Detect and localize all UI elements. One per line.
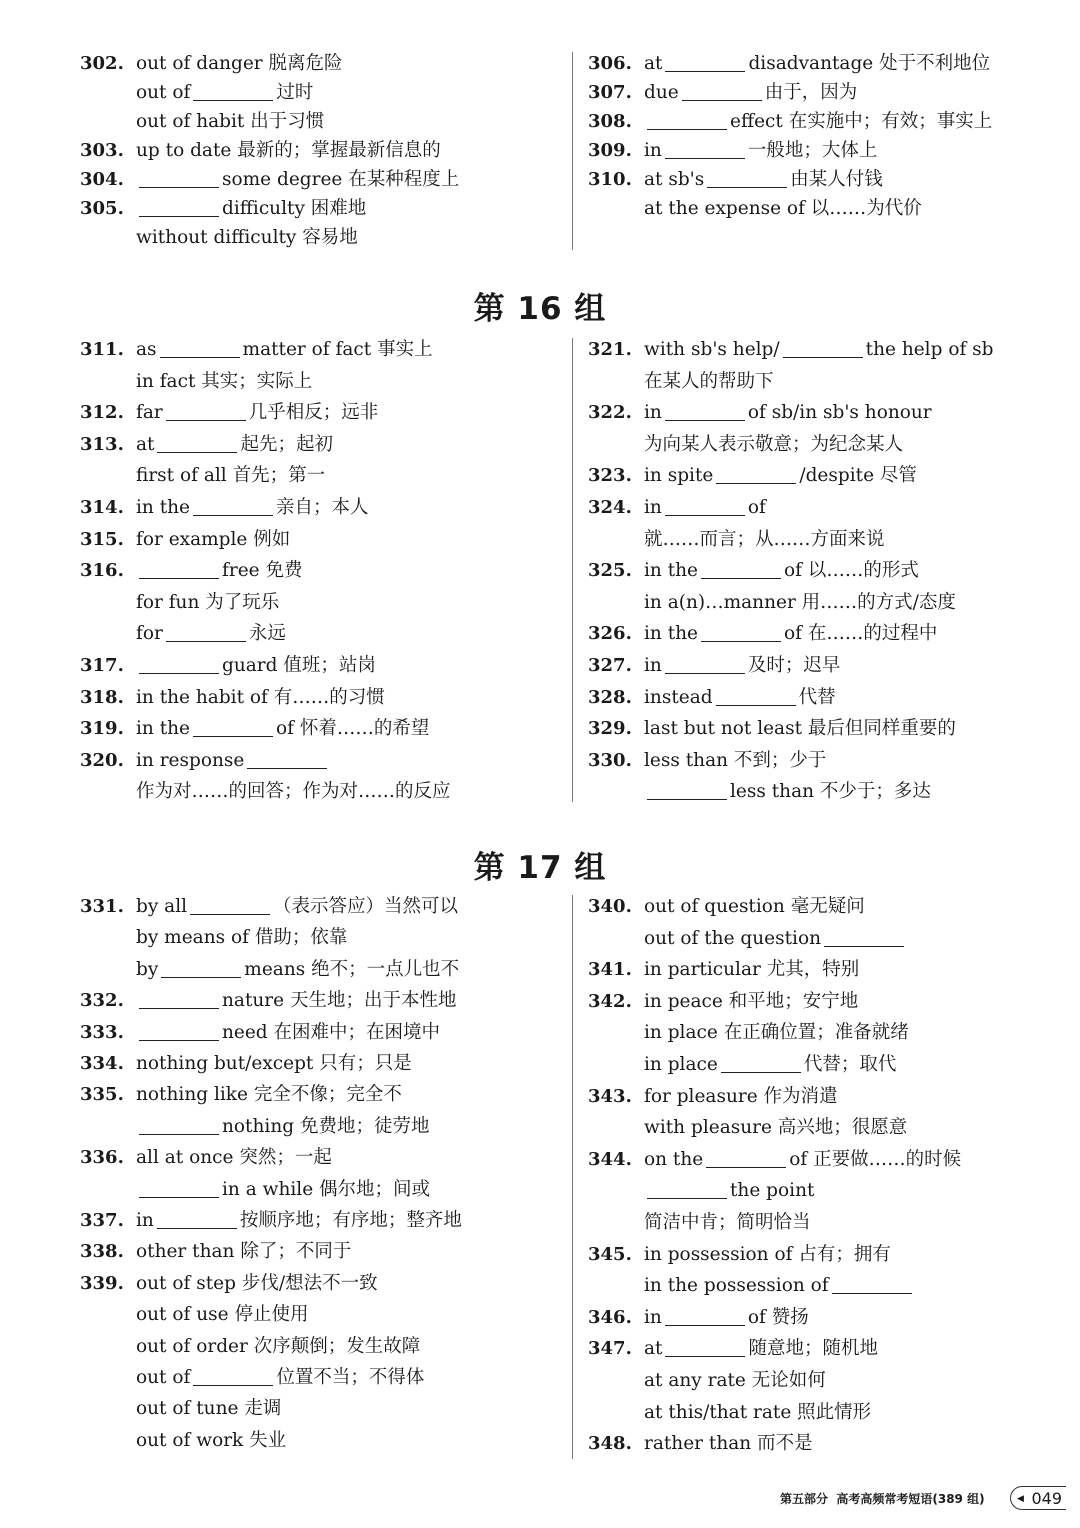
phrase-continuation (588, 1179, 814, 1203)
fill-in-blank (707, 186, 787, 188)
phrase-continuation (588, 1053, 896, 1077)
triangle-left-icon: ◀ (1017, 1494, 1024, 1504)
phrase-entry (588, 1432, 813, 1456)
phrase-text: by all (136, 896, 188, 917)
phrase-text: for example 例如 (136, 528, 291, 550)
fill-in-blank (190, 913, 270, 915)
phrase-text: in particular 尤其，特别 (644, 959, 860, 981)
phrase-entry (80, 1021, 440, 1045)
phrase-text: due (644, 82, 679, 103)
phrase-text: by means of 借助；依靠 (136, 927, 348, 949)
phrase-text: in the (136, 718, 191, 740)
phrase-entry (80, 1146, 332, 1170)
phrase-entry (80, 168, 459, 192)
phrase-text: in the (136, 497, 191, 518)
phrase-continuation (588, 591, 956, 615)
phrase-text: out of habit 出于习惯 (136, 111, 325, 132)
phrase-entry (80, 528, 290, 552)
entry-number: 339. (80, 1272, 124, 1294)
section-group-16 (0, 338, 1080, 808)
section-group-17 (0, 895, 1080, 1465)
entry-number: 315. (80, 528, 124, 550)
phrase-text: at (644, 53, 663, 74)
phrase-text: out of step 步伐/想法不一致 (136, 1272, 378, 1294)
phrase-text: 由于，因为 (764, 82, 858, 103)
phrase-text: up to date 最新的；掌握最新信息的 (136, 140, 441, 161)
phrase-continuation (588, 780, 931, 804)
phrase-text: 就……而言；从……方面来说 (644, 528, 885, 550)
phrase-entry (588, 1085, 838, 1109)
fill-in-blank (647, 798, 727, 800)
phrase-entry (588, 717, 956, 741)
phrase-text: on the (644, 1148, 704, 1170)
fill-in-blank (157, 1227, 237, 1229)
phrase-text: far (136, 402, 163, 424)
phrase-entry (588, 686, 836, 710)
phrase-text: in a(n)…manner 用……的方式/态度 (644, 591, 956, 613)
phrase-continuation (80, 926, 347, 950)
phrase-text: 永远 (248, 623, 286, 645)
entry-number: 314. (80, 497, 124, 518)
phrase-continuation (80, 780, 451, 804)
fill-in-blank (166, 640, 246, 642)
phrase-text: nothing 免费地；徒劳地 (222, 1115, 430, 1137)
phrase-continuation (588, 528, 885, 552)
page-footer (770, 1486, 1070, 1514)
phrase-continuation (80, 110, 324, 134)
phrase-text: 代替 (798, 686, 836, 708)
phrase-text: in (644, 140, 662, 161)
phrase-text: of (747, 497, 766, 518)
phrase-text: 位置不当；不得体 (276, 1367, 425, 1388)
phrase-text: all at once 突然；一起 (136, 1147, 332, 1169)
phrase-text: in place 在正确位置；准备就绪 (644, 1022, 909, 1044)
phrase-text: in the habit of 有……的习惯 (136, 686, 385, 708)
phrase-continuation (588, 1274, 915, 1298)
phrase-continuation (80, 1178, 430, 1202)
phrase-text: for (136, 623, 163, 645)
phrase-text: effect 在实施中；有效；事实上 (730, 111, 993, 132)
phrase-text: in place (644, 1054, 718, 1075)
fill-in-blank (160, 356, 240, 358)
entry-number: 307. (588, 82, 632, 103)
entry-number: 346. (588, 1306, 632, 1328)
phrase-entry (588, 749, 826, 773)
entry-number: 348. (588, 1433, 632, 1455)
fill-in-blank (139, 1196, 219, 1198)
phrase-text: 随意地；随机地 (748, 1338, 878, 1360)
phrase-text: 由某人付钱 (790, 169, 883, 190)
entry-number: 330. (588, 749, 632, 771)
footer-part: 第五部分 (780, 1492, 829, 1506)
phrase-text: of 以……的形式 (784, 560, 919, 582)
phrase-entry (588, 654, 840, 678)
fill-in-blank (824, 945, 904, 947)
page-number-tab (1010, 1486, 1066, 1510)
entry-number: 325. (588, 560, 632, 582)
entry-number: 328. (588, 686, 632, 708)
phrase-text: the help of sb (865, 339, 994, 360)
phrase-text: in the possession of (644, 1275, 829, 1297)
phrase-text: disadvantage 处于不利地位 (748, 53, 991, 74)
entry-number: 343. (588, 1085, 632, 1107)
phrase-text: by (136, 958, 159, 980)
phrase-text: of 怀着……的希望 (276, 718, 430, 740)
phrase-text: with pleasure 高兴地；很愿意 (644, 1117, 908, 1139)
phrase-entry (80, 197, 366, 221)
phrase-text: 几乎相反；远非 (248, 402, 379, 424)
phrase-text: in (644, 1306, 662, 1328)
phrase-text: at any rate 无论如何 (644, 1370, 826, 1391)
entry-number: 304. (80, 169, 124, 190)
entry-number: 316. (80, 560, 124, 582)
phrase-entry (80, 1209, 462, 1233)
phrase-text: out of (136, 82, 191, 103)
phrase-continuation (588, 927, 907, 951)
phrase-text: free 免费 (222, 560, 303, 582)
phrase-text: for pleasure 作为消遣 (644, 1085, 838, 1107)
phrase-entry (588, 1148, 961, 1172)
phrase-entry (80, 52, 343, 76)
fill-in-blank (701, 577, 781, 579)
footer-title: 高考高频常考短语(389 组) (836, 1492, 985, 1506)
entry-number: 326. (588, 623, 632, 645)
phrase-text: （表示答应）当然可以 (273, 896, 459, 917)
entry-number: 347. (588, 1338, 632, 1360)
entry-number: 342. (588, 990, 632, 1012)
entry-number: 308. (588, 111, 632, 132)
phrase-text: means 绝不；一点儿也不 (244, 958, 460, 980)
entry-number: 305. (80, 198, 124, 219)
entry-number: 312. (80, 402, 124, 424)
column-divider (572, 52, 573, 250)
fill-in-blank (193, 99, 273, 101)
phrase-continuation (80, 464, 325, 488)
phrase-entry (80, 433, 333, 457)
fill-in-blank (647, 1197, 727, 1199)
phrase-continuation (588, 1021, 909, 1045)
fill-in-blank (832, 1292, 912, 1294)
phrase-text: last but not least 最后但同样重要的 (644, 718, 956, 740)
fill-in-blank (139, 1039, 219, 1041)
entry-number: 332. (80, 990, 124, 1012)
phrase-entry (588, 139, 877, 163)
fill-in-blank (701, 640, 781, 642)
phrase-text: in possession of 占有；拥有 (644, 1243, 891, 1265)
phrase-continuation (80, 1303, 308, 1327)
phrase-continuation (80, 958, 459, 982)
phrase-entry (80, 1052, 412, 1076)
phrase-entry (80, 1240, 351, 1264)
phrase-entry (588, 81, 857, 105)
phrase-continuation (588, 197, 922, 221)
phrase-text: need 在困难中；在困境中 (222, 1021, 441, 1043)
group-16-heading: 第 16 组 (473, 291, 607, 327)
phrase-text: at sb's (644, 169, 705, 190)
phrase-text: 作为对……的回答；作为对……的反应 (136, 781, 451, 803)
phrase-continuation (80, 622, 286, 646)
phrase-continuation (80, 370, 312, 394)
entry-number: 345. (588, 1243, 632, 1265)
phrase-text: less than 不少于；多达 (730, 781, 931, 803)
phrase-text: 代替；取代 (803, 1054, 897, 1075)
phrase-entry (80, 559, 302, 583)
phrase-entry (588, 958, 859, 982)
fill-in-blank (716, 482, 796, 484)
phrase-text: some degree 在某种程度上 (222, 169, 460, 190)
fill-in-blank (665, 157, 745, 159)
phrase-entry (80, 895, 458, 919)
phrase-text: /despite 尽管 (799, 465, 917, 487)
entry-number: 309. (588, 140, 632, 161)
phrase-entry (80, 496, 369, 520)
phrase-text: of 赞扬 (747, 1306, 809, 1328)
phrase-entry (588, 464, 917, 488)
entry-number: 322. (588, 402, 632, 424)
phrase-entry (80, 401, 378, 425)
phrase-entry (588, 338, 994, 362)
fill-in-blank (139, 1007, 219, 1009)
phrase-continuation (80, 1366, 424, 1390)
entry-number: 310. (588, 169, 632, 190)
phrase-text: 过时 (276, 82, 314, 103)
fill-in-blank (166, 419, 246, 421)
phrase-text: other than 除了；不同于 (136, 1241, 352, 1263)
phrase-text: with sb's help/ (644, 339, 780, 360)
fill-in-blank (783, 356, 863, 358)
phrase-continuation (80, 226, 358, 250)
entry-number: 334. (80, 1053, 124, 1074)
phrase-text: at (644, 1338, 663, 1360)
phrase-text: the point (730, 1180, 815, 1202)
phrase-text: in (644, 402, 662, 424)
fill-in-blank (193, 1384, 273, 1386)
phrase-text: out of use 停止使用 (136, 1304, 309, 1326)
entry-number: 323. (588, 465, 632, 487)
phrase-entry (588, 1337, 878, 1361)
phrase-text: at the expense of 以……为代价 (644, 198, 922, 219)
phrase-text: 及时；迟早 (747, 655, 841, 676)
phrase-continuation (80, 1397, 281, 1421)
entry-number: 336. (80, 1147, 124, 1169)
fill-in-blank (139, 215, 219, 217)
page-number: 049 (1031, 1489, 1062, 1508)
phrase-continuation (588, 1401, 871, 1425)
phrase-entry (588, 168, 883, 192)
phrase-text: guard 值班；站岗 (222, 655, 376, 676)
phrase-text: of 在……的过程中 (784, 623, 938, 645)
phrase-text: 为向某人表示敬意；为纪念某人 (644, 433, 904, 455)
phrase-entry (588, 110, 992, 134)
phrase-text: out of (136, 1367, 191, 1388)
phrase-text: nothing like 完全不像；完全不 (136, 1084, 402, 1106)
entry-number: 321. (588, 339, 632, 360)
phrase-entry (588, 559, 919, 583)
phrase-text: of sb/in sb's honour (747, 402, 932, 424)
phrase-text: for fun 为了玩乐 (136, 591, 280, 613)
entry-number: 313. (80, 433, 124, 455)
phrase-entry (588, 401, 932, 425)
entry-number: 324. (588, 497, 632, 518)
fill-in-blank (647, 128, 727, 130)
phrase-text: nature 天生地；出于本性地 (222, 990, 457, 1012)
phrase-entry (80, 989, 456, 1013)
phrase-text: out of the question (644, 927, 822, 949)
phrase-text: in a while 偶尔地；间或 (222, 1178, 431, 1200)
phrase-text: out of work 失业 (136, 1429, 287, 1451)
phrase-continuation (588, 370, 774, 394)
phrase-text: 亲自；本人 (276, 497, 369, 518)
entry-number: 306. (588, 53, 632, 74)
fill-in-blank (139, 672, 219, 674)
phrase-entry (588, 990, 858, 1014)
fill-in-blank (706, 1166, 786, 1168)
fill-in-blank (665, 672, 745, 674)
phrase-text: 在某人的帮助下 (644, 370, 774, 392)
entry-number: 318. (80, 686, 124, 708)
fill-in-blank (721, 1071, 801, 1073)
entry-number: 329. (588, 718, 632, 740)
phrase-text: 起先；起初 (240, 433, 333, 455)
entry-number: 311. (80, 339, 124, 360)
group-17-heading: 第 17 组 (473, 850, 607, 886)
phrase-text: difficulty 困难地 (222, 198, 367, 219)
phrase-text: out of tune 走调 (136, 1398, 282, 1420)
phrase-text: out of order 次序颠倒；发生故障 (136, 1335, 421, 1357)
entry-number: 338. (80, 1241, 124, 1263)
phrase-entry (588, 622, 937, 646)
phrase-text: 简洁中肯；简明恰当 (644, 1212, 811, 1233)
fill-in-blank (139, 577, 219, 579)
entry-number: 319. (80, 718, 124, 740)
phrase-text: in (644, 497, 662, 518)
phrase-text: in spite (644, 465, 714, 487)
fill-in-blank (716, 704, 796, 706)
fill-in-blank (157, 451, 237, 453)
fill-in-blank (193, 514, 273, 516)
phrase-text: out of danger 脱离危险 (136, 53, 343, 74)
phrase-text: less than 不到；少于 (644, 749, 827, 771)
phrase-entry (80, 749, 330, 773)
phrase-entry (80, 686, 385, 710)
phrase-text: 按顺序地；有序地；整齐地 (239, 1210, 462, 1231)
phrase-text: first of all 首先；第一 (136, 465, 326, 487)
entry-number: 331. (80, 896, 124, 917)
phrase-entry (80, 717, 429, 741)
fill-in-blank (139, 186, 219, 188)
phrase-text: matter of fact 事实上 (242, 339, 433, 360)
entry-number: 327. (588, 655, 632, 676)
phrase-text: without difficulty 容易地 (136, 227, 358, 248)
phrase-text: as (136, 339, 157, 360)
phrase-continuation (80, 81, 313, 105)
phrase-continuation (588, 1116, 907, 1140)
phrase-text: of 正要做……的时候 (789, 1148, 962, 1170)
entry-number: 333. (80, 1021, 124, 1043)
fill-in-blank (665, 70, 745, 72)
phrase-text: out of question 毫无疑问 (644, 896, 865, 917)
phrase-text: in fact 其实；实际上 (136, 370, 313, 392)
fill-in-blank (665, 1324, 745, 1326)
phrase-text: in the (644, 623, 699, 645)
phrase-continuation (80, 1115, 429, 1139)
phrase-continuation (80, 591, 279, 615)
fill-in-blank (161, 976, 241, 978)
fill-in-blank (139, 1133, 219, 1135)
entry-number: 341. (588, 959, 632, 981)
phrase-entry (588, 496, 766, 520)
phrase-text: in (644, 655, 662, 676)
fill-in-blank (682, 99, 762, 101)
fill-in-blank (665, 1355, 745, 1357)
phrase-entry (588, 52, 990, 76)
phrase-text: in peace 和平地；安宁地 (644, 990, 859, 1012)
phrase-entry (588, 1306, 809, 1330)
entry-number: 337. (80, 1210, 124, 1231)
phrase-continuation (80, 1335, 420, 1359)
phrase-text: at (136, 433, 155, 455)
phrase-entry (80, 139, 441, 163)
entry-number: 320. (80, 749, 124, 771)
phrase-entry (80, 654, 376, 678)
phrase-text: 一般地；大体上 (747, 140, 878, 161)
fill-in-blank (193, 735, 273, 737)
column-divider (572, 338, 573, 802)
fill-in-blank (665, 514, 745, 516)
phrase-text: instead (644, 686, 713, 708)
phrase-continuation (588, 1369, 826, 1393)
phrase-continuation (80, 1429, 286, 1453)
entry-number: 335. (80, 1084, 124, 1106)
section-top (0, 52, 1080, 252)
phrase-entry (80, 1083, 402, 1107)
fill-in-blank (247, 767, 327, 769)
phrase-continuation (588, 433, 903, 457)
fill-in-blank (665, 419, 745, 421)
footer-caption (780, 1490, 985, 1507)
phrase-text: at this/that rate 照此情形 (644, 1401, 872, 1423)
phrase-text: rather than 而不是 (644, 1433, 813, 1455)
phrase-text: in the (644, 560, 699, 582)
entry-number: 303. (80, 140, 124, 161)
phrase-entry (588, 1243, 891, 1267)
phrase-text: in response (136, 749, 245, 771)
column-divider (572, 895, 573, 1459)
entry-number: 317. (80, 655, 124, 676)
entry-number: 302. (80, 53, 124, 74)
phrase-text: nothing but/except 只有；只是 (136, 1053, 412, 1074)
phrase-entry (80, 338, 433, 362)
entry-number: 344. (588, 1148, 632, 1170)
entry-number: 340. (588, 896, 632, 917)
phrase-entry (588, 895, 865, 919)
phrase-text: in (136, 1210, 154, 1231)
phrase-continuation (588, 1211, 811, 1235)
phrase-entry (80, 1272, 378, 1296)
